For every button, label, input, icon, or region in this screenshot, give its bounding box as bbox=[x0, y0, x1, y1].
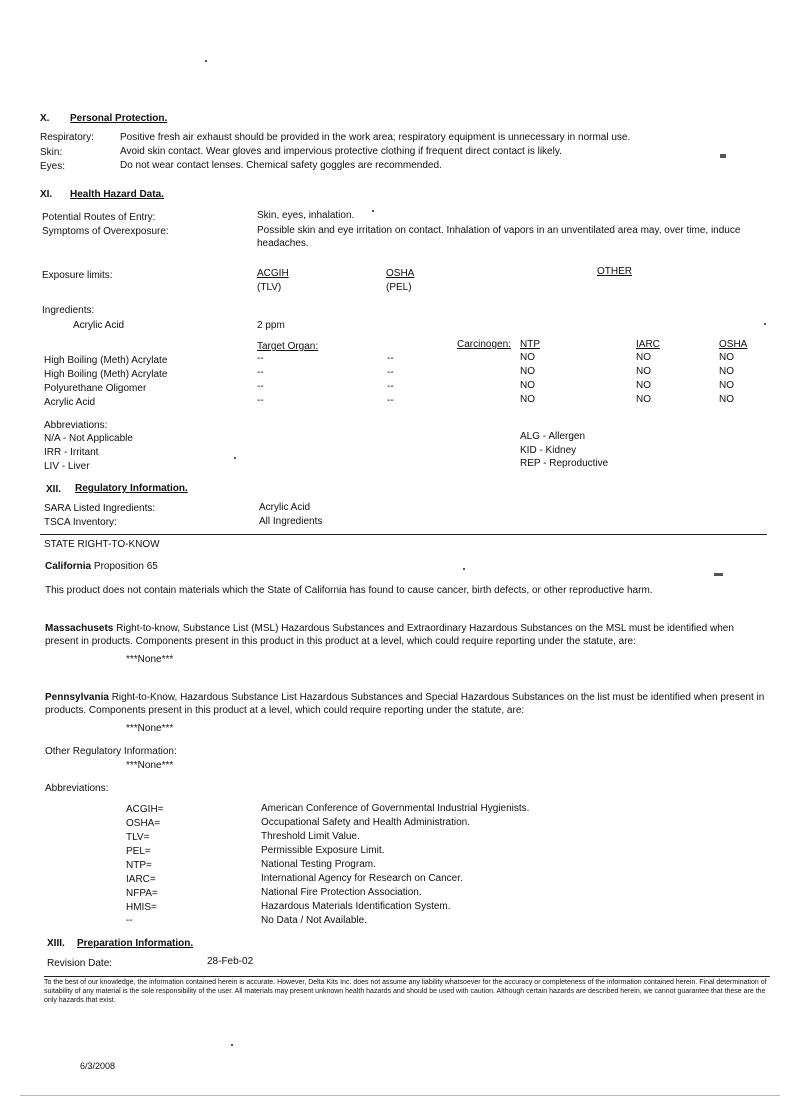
acgih-header: ACGIH bbox=[257, 268, 289, 279]
abbrev-value: National Testing Program. bbox=[261, 859, 376, 870]
abbrev-value: Permissible Exposure Limit. bbox=[261, 845, 385, 856]
pennsylvania-none: ***None*** bbox=[126, 723, 174, 734]
ntp-header: NTP bbox=[520, 339, 540, 350]
footer-date: 6/3/2008 bbox=[80, 1061, 116, 1071]
abbrev-value: Occupational Safety and Health Administration. bbox=[261, 817, 471, 828]
abbrev-key: ACGIH= bbox=[126, 804, 164, 815]
abbrev-key: HMIS= bbox=[126, 902, 157, 913]
regulatory-abbreviations-label: Abbreviations: bbox=[45, 783, 109, 794]
routes-value: Skin, eyes, inhalation. bbox=[257, 210, 355, 221]
iarc-header: IARC bbox=[636, 339, 660, 350]
abbrev-value: Threshold Limit Value. bbox=[261, 831, 360, 842]
scan-speck bbox=[372, 210, 374, 212]
pennsylvania-paragraph bbox=[45, 692, 765, 717]
tlv-header: (TLV) bbox=[257, 282, 282, 293]
abbrev-alg: ALG - Allergen bbox=[520, 431, 586, 442]
table-row-target: -- bbox=[257, 353, 264, 364]
massachusetts-bold: Massachusets bbox=[45, 623, 114, 634]
table-row-col2: -- bbox=[387, 367, 394, 378]
revision-date-label: Revision Date: bbox=[47, 958, 113, 969]
table-row-target: -- bbox=[257, 381, 264, 392]
section-xiii-title: Preparation Information. bbox=[77, 938, 194, 949]
tsca-value: All Ingredients bbox=[259, 516, 323, 527]
sara-value: Acrylic Acid bbox=[259, 502, 311, 513]
massachusetts-paragraph bbox=[45, 623, 765, 648]
abbrev-value: American Conference of Governmental Industrial Hygienists. bbox=[261, 803, 530, 814]
ingredient-acrylic-acid: Acrylic Acid bbox=[73, 320, 125, 331]
other-regulatory-label: Other Regulatory Information: bbox=[45, 746, 177, 757]
health-abbreviations-label: Abbreviations: bbox=[44, 420, 108, 431]
section-xi-title: Health Hazard Data. bbox=[70, 189, 164, 200]
eyes-text: Do not wear contact lenses. Chemical safety goggles are recommended. bbox=[120, 160, 442, 171]
table-row-iarc: NO bbox=[636, 394, 651, 405]
table-row-osha: NO bbox=[719, 366, 734, 377]
disclaimer-divider bbox=[44, 976, 770, 977]
ingredient-acrylic-acid-value: 2 ppm bbox=[257, 320, 285, 331]
other-regulatory-none: ***None*** bbox=[126, 760, 174, 771]
scan-speck bbox=[234, 457, 236, 459]
table-row-ntp: NO bbox=[520, 380, 535, 391]
carcinogen-header: Carcinogen: bbox=[457, 339, 511, 350]
table-row-ntp: NO bbox=[520, 394, 535, 405]
table-row-osha: NO bbox=[719, 394, 734, 405]
table-row-ntp: NO bbox=[520, 352, 535, 363]
respiratory-label: Respiratory: bbox=[40, 132, 94, 143]
symptoms-label: Symptoms of Overexposure: bbox=[42, 226, 169, 237]
table-row-iarc: NO bbox=[636, 380, 651, 391]
symptoms-value: Possible skin and eye irritation on contact. Inhalation of vapors in an unventilated area may, over time, induce headaches. bbox=[257, 225, 741, 249]
section-xii-title: Regulatory Information. bbox=[75, 483, 188, 494]
california-bold: California bbox=[45, 561, 92, 572]
section-xii-number: XII. bbox=[46, 484, 62, 495]
abbrev-value: Hazardous Materials Identification System. bbox=[261, 901, 451, 912]
target-organ-header: Target Organ: bbox=[257, 341, 319, 352]
california-rest: Proposition 65 bbox=[93, 561, 158, 572]
osha-column-header: OSHA bbox=[719, 339, 748, 350]
abbrev-key: NFPA= bbox=[126, 888, 158, 899]
abbrev-value: International Agency for Research on Cancer. bbox=[261, 873, 463, 884]
table-row-ntp: NO bbox=[520, 366, 535, 377]
scan-speck bbox=[205, 60, 207, 62]
abbrev-key: TLV= bbox=[126, 832, 150, 843]
table-row-osha: NO bbox=[719, 352, 734, 363]
scan-speck bbox=[463, 568, 465, 570]
table-row-osha: NO bbox=[719, 380, 734, 391]
divider-line bbox=[40, 534, 767, 535]
table-row-col2: -- bbox=[387, 381, 394, 392]
massachusetts-none: ***None*** bbox=[126, 654, 174, 665]
section-x-number: X. bbox=[40, 113, 50, 124]
abbrev-kid: KID - Kidney bbox=[520, 445, 577, 456]
scan-edge-line bbox=[20, 1095, 780, 1096]
tsca-label: TSCA Inventory: bbox=[44, 517, 117, 528]
section-x-title: Personal Protection. bbox=[70, 113, 168, 124]
table-row-col2: -- bbox=[387, 353, 394, 364]
revision-date-value: 28-Feb-02 bbox=[207, 956, 254, 967]
other-header: OTHER bbox=[597, 266, 632, 277]
abbrev-value: National Fire Protection Association. bbox=[261, 887, 422, 898]
california-text: This product does not contain materials which the State of California has found to cause cancer, birth defects, or other reproductive harm. bbox=[45, 585, 653, 596]
skin-label: Skin: bbox=[40, 147, 63, 158]
state-right-to-know-heading: STATE RIGHT-TO-KNOW bbox=[44, 539, 160, 550]
pennsylvania-text: Right-to-Know, Hazardous Substance List Hazardous Substances and Special Hazardous Substances on the list must be identified when present in products. Components present in this product at a level, which could require reporting under the statute, are: bbox=[45, 692, 765, 716]
abbrev-irr: IRR - Irritant bbox=[44, 447, 99, 458]
abbrev-na: N/A - Not Applicable bbox=[44, 433, 133, 444]
ingredients-label: Ingredients: bbox=[42, 305, 95, 316]
table-row-name: Acrylic Acid bbox=[44, 397, 96, 408]
table-row-col2: -- bbox=[387, 395, 394, 406]
eyes-label: Eyes: bbox=[40, 161, 66, 172]
pel-header: (PEL) bbox=[386, 282, 412, 293]
abbrev-rep: REP - Reproductive bbox=[520, 458, 609, 469]
section-xiii-number: XIII. bbox=[47, 938, 65, 949]
disclaimer-text: To the best of our knowledge, the information contained herein is accurate. However, Delta Kits Inc. does not assume any liability whatsoever for the accuracy or completeness of the information contained herein. Final determination of suitability of any material is the sole responsibility of the user. All materials may present unknown health hazards and should be used with caution. Although certain hazards are described herein, we cannot guarantee that these are the only hazards that exist. bbox=[44, 979, 767, 1005]
skin-text: Avoid skin contact. Wear gloves and impervious protective clothing if frequent direct contact is likely. bbox=[120, 146, 562, 157]
table-row-name: High Boiling (Meth) Acrylate bbox=[44, 355, 168, 366]
table-row-name: High Boiling (Meth) Acrylate bbox=[44, 369, 168, 380]
sara-label: SARA Listed Ingredients: bbox=[44, 503, 156, 514]
abbrev-key: OSHA= bbox=[126, 818, 161, 829]
california-heading bbox=[45, 561, 158, 573]
osha-header: OSHA bbox=[386, 268, 415, 279]
table-row-target: -- bbox=[257, 367, 264, 378]
scan-speck bbox=[231, 1044, 233, 1046]
section-xi-number: XI. bbox=[40, 189, 53, 200]
table-row-target: -- bbox=[257, 395, 264, 406]
abbrev-key: IARC= bbox=[126, 874, 156, 885]
routes-label: Potential Routes of Entry: bbox=[42, 212, 156, 223]
respiratory-text: Positive fresh air exhaust should be provided in the work area; respiratory equipment is unnecessary in normal use. bbox=[120, 132, 631, 143]
pennsylvania-bold: Pennsylvania bbox=[45, 692, 109, 703]
abbrev-key: -- bbox=[126, 915, 133, 926]
scan-speck bbox=[720, 154, 726, 158]
exposure-limits-label: Exposure limits: bbox=[42, 270, 113, 281]
abbrev-value: No Data / Not Available. bbox=[261, 915, 367, 926]
scan-speck bbox=[714, 573, 723, 576]
table-row-iarc: NO bbox=[636, 366, 651, 377]
table-row-iarc: NO bbox=[636, 352, 651, 363]
abbrev-liv: LIV - Liver bbox=[44, 461, 90, 472]
table-row-name: Polyurethane Oligomer bbox=[44, 383, 147, 394]
abbrev-key: PEL= bbox=[126, 846, 151, 857]
massachusetts-text: Right-to-know, Substance List (MSL) Hazardous Substances and Extraordinary Hazardous Substances on the MSL must be identified when present in products. Components present in this product in this product at a level, which could require reporting under the statute, are: bbox=[45, 623, 734, 647]
abbrev-key: NTP= bbox=[126, 860, 152, 871]
scan-speck bbox=[764, 323, 766, 325]
